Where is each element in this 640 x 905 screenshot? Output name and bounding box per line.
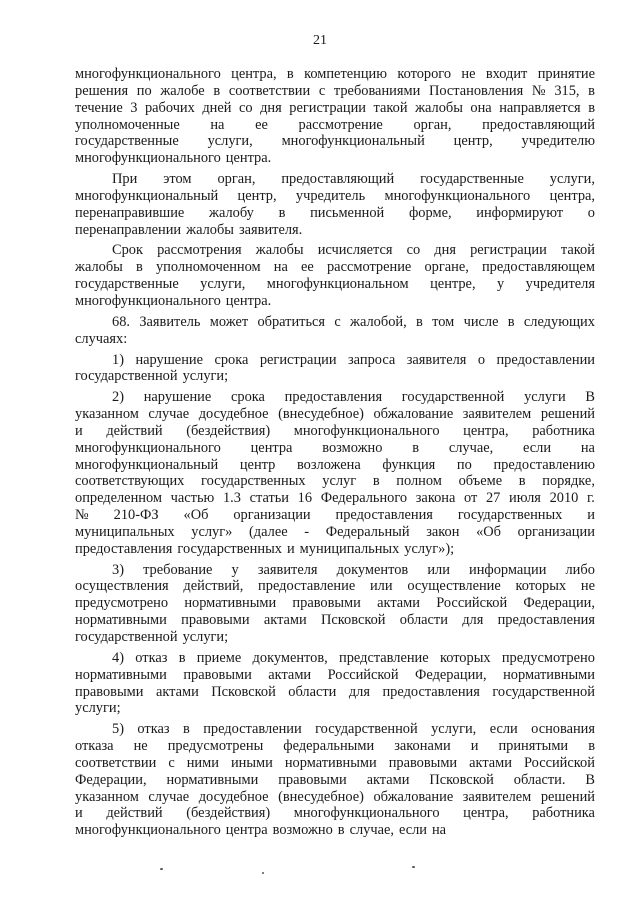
text-line: государственные услуги, многофункциональном центре, у учредителя bbox=[75, 276, 595, 293]
paragraph bbox=[75, 562, 595, 646]
page-number: 21 bbox=[313, 33, 327, 48]
paragraph bbox=[75, 650, 595, 717]
text-line: 5) отказ в предоставлении государственной услуги, если основания bbox=[112, 721, 595, 738]
paragraph bbox=[75, 314, 595, 348]
paragraph bbox=[75, 721, 595, 839]
text-line: 3) требование у заявителя документов или информации либо bbox=[112, 561, 595, 578]
text-line: 68. Заявитель может обратиться с жалобой, в том числе в следующих bbox=[112, 313, 595, 330]
text-line: муниципальных услуг» (далее - Федеральный закон «Об организации bbox=[75, 523, 595, 540]
text-line: правовыми актами Псковской области для предоставления государственной bbox=[75, 683, 595, 700]
text-line: перенаправлении жалобы заявителя. bbox=[75, 221, 303, 238]
text-line: многофункциональный центр возложена функция по предоставлению bbox=[75, 456, 595, 473]
text-line: услуги; bbox=[75, 700, 121, 717]
text-line: соответствии с ними иными нормативными правовыми актами Российской bbox=[75, 754, 595, 771]
text-line: нормативными правовыми актами Псковской области для предоставления bbox=[75, 612, 595, 629]
text-line: Срок рассмотрения жалобы исчисляется со дня регистрации такой bbox=[112, 242, 595, 259]
paragraph bbox=[75, 171, 595, 238]
text-line: предусмотрено нормативными правовыми актами Российской Федерации, bbox=[75, 595, 595, 612]
paragraph bbox=[75, 389, 595, 557]
text-line: Федерации, нормативными правовыми актами Псковской области. В bbox=[75, 771, 595, 788]
scan-speck bbox=[160, 868, 163, 870]
text-line: определенном частью 1.3 статьи 16 Федерального закона от 27 июля 2010 г. bbox=[75, 490, 595, 507]
text-line: отказа не предусмотрены федеральными законами и принятыми в bbox=[75, 738, 595, 755]
text-line: многофункционального центра, в компетенцию которого не входит принятие bbox=[75, 66, 595, 82]
text-line: многофункционального центра возможно в случае, если на bbox=[75, 439, 595, 456]
text-line: жалобы в уполномоченном на ее рассмотрение органе, предоставляющем bbox=[75, 259, 595, 276]
text-line: предоставления государственных и муниципальных услуг»); bbox=[75, 540, 455, 557]
text-line: уполномоченные на ее рассмотрение орган, предоставляющий bbox=[75, 116, 595, 133]
text-line: многофункциональный центр, учредитель многофункционального центра, bbox=[75, 187, 595, 204]
text-line: При этом орган, предоставляющий государственные услуги, bbox=[112, 171, 595, 188]
text-line: 2) нарушение срока предоставления государственной услуги В bbox=[112, 389, 595, 406]
scan-speck bbox=[412, 866, 415, 868]
text-line: и действий (бездействия) многофункционального центра, работника bbox=[75, 805, 595, 822]
text-line: перенаправившие жалобу в письменной форме, информируют о bbox=[75, 204, 595, 221]
text-line: № 210-ФЗ «Об организации предоставления государственных и bbox=[75, 507, 595, 524]
text-line: многофункционального центра. bbox=[75, 150, 272, 167]
paragraph bbox=[75, 242, 595, 309]
text-line: и действий (бездействия) многофункционального центра, работника bbox=[75, 422, 595, 439]
text-line: 1) нарушение срока регистрации запроса заявителя о предоставлении bbox=[112, 351, 595, 368]
text-line: решения по жалобе в соответствии с требованиями Постановления № 315, в bbox=[75, 82, 595, 99]
text-line: 4) отказ в приеме документов, представление которых предусмотрено bbox=[112, 649, 595, 666]
text-line: указанном случае досудебное (внесудебное) обжалование заявителем решений bbox=[75, 406, 595, 423]
text-line: многофункционального центра. bbox=[75, 292, 272, 309]
text-line: случаях: bbox=[75, 330, 128, 347]
text-line: соответствующих государственных услуг в полном объеме в порядке, bbox=[75, 473, 595, 490]
text-line: государственной услуги; bbox=[75, 629, 229, 645]
document-body bbox=[75, 66, 595, 839]
text-line: указанном случае досудебное (внесудебное) обжалование заявителем решений bbox=[75, 788, 595, 805]
text-line: государственной услуги; bbox=[75, 368, 229, 385]
paragraph bbox=[75, 352, 595, 386]
text-line: многофункционального центра возможно в случае, если на bbox=[75, 822, 447, 839]
text-line: течение 3 рабочих дней со дня регистрации такой жалобы она направляется в bbox=[75, 99, 595, 116]
text-line: осуществления действий, предоставление или осуществление которых не bbox=[75, 578, 595, 595]
text-line: нормативными правовыми актами Российской Федерации, нормативными bbox=[75, 666, 595, 683]
scan-speck bbox=[262, 872, 264, 874]
text-line: государственные услуги, многофункциональный центр, учредителю bbox=[75, 133, 595, 150]
paragraph bbox=[75, 66, 595, 167]
